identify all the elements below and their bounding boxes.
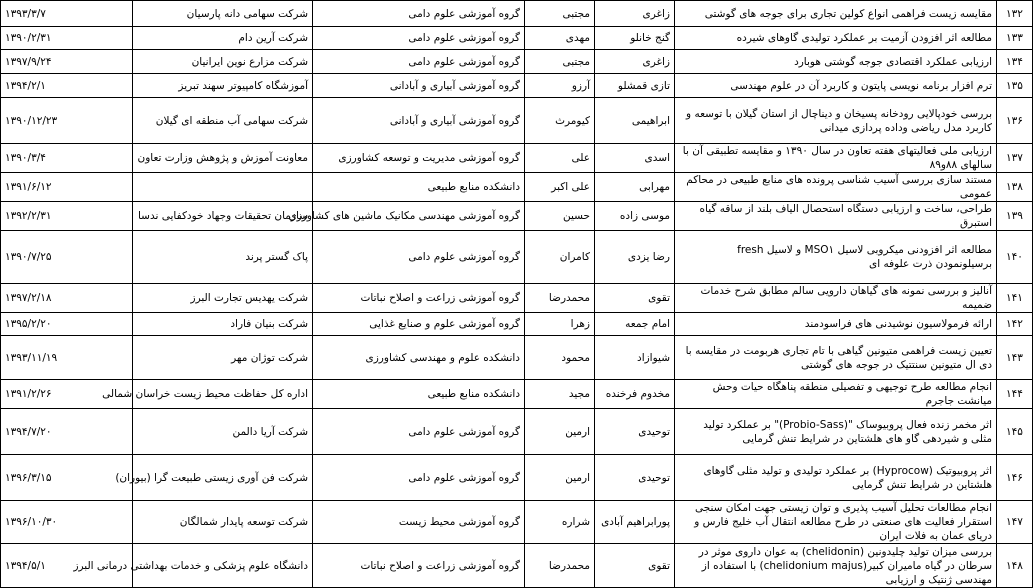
organization: شرکت آرین دام bbox=[133, 27, 313, 50]
table-row bbox=[1, 455, 1033, 501]
first-name: ارمین bbox=[525, 409, 595, 455]
organization: شرکت بنیان فاراد bbox=[133, 313, 313, 336]
table-row bbox=[1, 336, 1033, 380]
department: گروه آموزشی علوم دامی bbox=[313, 27, 525, 50]
last-name: تازی قمشلو bbox=[595, 74, 675, 98]
project-title: مطالعه اثر افزودن آزمیت بر عملکرد تولیدی گاوهای شیرده bbox=[675, 27, 997, 50]
row-number: ۱۴۷ bbox=[997, 501, 1033, 544]
last-name: پورابراهیم آبادی bbox=[595, 501, 675, 544]
department: گروه آموزشی زراعت و اصلاح نباتات bbox=[313, 284, 525, 313]
first-name: آرزو bbox=[525, 74, 595, 98]
table-row bbox=[1, 501, 1033, 544]
project-title: ترم افزار برنامه نویسی پایتون و کاربرد آن در علوم مهندسی bbox=[675, 74, 997, 98]
department: گروه آموزشی محیط زیست bbox=[313, 501, 525, 544]
last-name: شیوازاد bbox=[595, 336, 675, 380]
contract-date: ۱۳۹۴/۵/۱ bbox=[1, 544, 133, 588]
first-name: محمدرضا bbox=[525, 544, 595, 588]
table-row bbox=[1, 231, 1033, 284]
table-row bbox=[1, 50, 1033, 74]
organization bbox=[133, 173, 313, 202]
row-number: ۱۳۷ bbox=[997, 144, 1033, 173]
organization: دانشگاه علوم پزشکی و خدمات بهداشتی درمانی البرز bbox=[133, 544, 313, 588]
department: گروه آموزشی مهندسی مکانیک ماشین های کشاورزی bbox=[313, 202, 525, 231]
contract-date: ۱۳۹۶/۱۰/۳۰ bbox=[1, 501, 133, 544]
project-title: مقایسه زیست فراهمی انواع کولین تجاری برای جوجه های گوشتی bbox=[675, 1, 997, 27]
table-row bbox=[1, 544, 1033, 588]
contract-date: ۱۳۹۴/۲/۱ bbox=[1, 74, 133, 98]
organization: شرکت یهدیس تجارت البرز bbox=[133, 284, 313, 313]
table-row bbox=[1, 202, 1033, 231]
last-name: مخدوم فرخنده bbox=[595, 380, 675, 409]
contract-date: ۱۳۹۴/۷/۲۰ bbox=[1, 409, 133, 455]
organization: اداره کل حفاظت محیط زیست خراسان شمالی bbox=[133, 380, 313, 409]
row-number: ۱۴۱ bbox=[997, 284, 1033, 313]
contract-date: ۱۳۹۱/۶/۱۲ bbox=[1, 173, 133, 202]
table-row bbox=[1, 313, 1033, 336]
contract-date: ۱۳۹۰/۳/۴ bbox=[1, 144, 133, 173]
first-name: ارمین bbox=[525, 455, 595, 501]
last-name: رضا یزدی bbox=[595, 231, 675, 284]
contract-date: ۱۳۹۶/۳/۱۵ bbox=[1, 455, 133, 501]
project-title: طراحی، ساخت و ارزیابی دستگاه استحصال الیاف بلند از ساقه گیاه استبرق bbox=[675, 202, 997, 231]
row-number: ۱۴۲ bbox=[997, 313, 1033, 336]
department: گروه آموزشی علوم و صنایع غذایی bbox=[313, 313, 525, 336]
last-name: زاغری bbox=[595, 1, 675, 27]
project-title: بررسی خودپالایی رودخانه پسیخان و دیناچال از استان گیلان با توسعه و کاربرد مدل ریاضی وداده پردازی میدانی bbox=[675, 98, 997, 144]
first-name: مجتبی bbox=[525, 1, 595, 27]
project-title: ارزیابی ملی فعالیتهای هفته تعاون در سال ۱۳۹۰ و مقایسه تطبیقی آن با سالهای ۸۸و۸۹ bbox=[675, 144, 997, 173]
department: گروه آموزشی مدیریت و توسعه کشاورزی bbox=[313, 144, 525, 173]
contract-date: ۱۳۹۳/۳/۷ bbox=[1, 1, 133, 27]
table-row bbox=[1, 284, 1033, 313]
contract-date: ۱۳۹۷/۹/۲۴ bbox=[1, 50, 133, 74]
project-title: تعیین زیست فراهمی متیونین گیاهی با تام تجاری هربومت در مقایسه با دی ال متیونین سنتتیک در جوجه های گوشتی bbox=[675, 336, 997, 380]
project-title: اثر مخمر زنده فعال پروبیوساک "(Probio-Sass)" بر عملکرد تولید مثلی و شیردهی گاو های هلشتاین در شرایط تنش گرمایی bbox=[675, 409, 997, 455]
organization: شرکت آریا دالمن bbox=[133, 409, 313, 455]
row-number: ۱۳۸ bbox=[997, 173, 1033, 202]
row-number: ۱۳۶ bbox=[997, 98, 1033, 144]
table-row bbox=[1, 27, 1033, 50]
row-number: ۱۳۲ bbox=[997, 1, 1033, 27]
project-title: ارائه فرمولاسیون نوشیدنی های فراسودمند bbox=[675, 313, 997, 336]
first-name: علی bbox=[525, 144, 595, 173]
department: گروه آموزشی علوم دامی bbox=[313, 409, 525, 455]
organization: پاک گستر پرند bbox=[133, 231, 313, 284]
first-name: علی اکبر bbox=[525, 173, 595, 202]
last-name: ابراهیمی bbox=[595, 98, 675, 144]
row-number: ۱۳۹ bbox=[997, 202, 1033, 231]
table-row bbox=[1, 1, 1033, 27]
last-name: توحیدی bbox=[595, 409, 675, 455]
table-row bbox=[1, 98, 1033, 144]
organization: آموزشگاه کامپیوتر سهند تبریز bbox=[133, 74, 313, 98]
row-number: ۱۳۳ bbox=[997, 27, 1033, 50]
project-title: آنالیز و بررسی نمونه های گیاهان دارویی سالم مطابق شرح خدمات ضمیمه bbox=[675, 284, 997, 313]
row-number: ۱۳۴ bbox=[997, 50, 1033, 74]
first-name: محمدرضا bbox=[525, 284, 595, 313]
first-name: مهدی bbox=[525, 27, 595, 50]
department: گروه آموزشی علوم دامی bbox=[313, 1, 525, 27]
organization: معاونت آموزش و پژوهش وزارت تعاون bbox=[133, 144, 313, 173]
table-row bbox=[1, 409, 1033, 455]
organization: سازمان تحقیقات وجهاد خودکفایی ندسا bbox=[133, 202, 313, 231]
contract-date: ۱۳۹۵/۲/۲۰ bbox=[1, 313, 133, 336]
row-number: ۱۴۶ bbox=[997, 455, 1033, 501]
last-name: تقوی bbox=[595, 284, 675, 313]
first-name: مجتبی bbox=[525, 50, 595, 74]
table-row bbox=[1, 380, 1033, 409]
contract-date: ۱۳۹۲/۲/۳۱ bbox=[1, 202, 133, 231]
last-name: تقوی bbox=[595, 544, 675, 588]
row-number: ۱۴۴ bbox=[997, 380, 1033, 409]
first-name: زهرا bbox=[525, 313, 595, 336]
department: دانشکده علوم و مهندسی کشاورزی bbox=[313, 336, 525, 380]
last-name: اسدی bbox=[595, 144, 675, 173]
contract-date: ۱۳۹۳/۱۱/۱۹ bbox=[1, 336, 133, 380]
contract-date: ۱۳۹۰/۱۲/۲۳ bbox=[1, 98, 133, 144]
contract-date: ۱۳۹۷/۲/۱۸ bbox=[1, 284, 133, 313]
first-name: کیومرث bbox=[525, 98, 595, 144]
project-title: ارزیابی عملکرد اقتصادی جوجه گوشتی هوبارد bbox=[675, 50, 997, 74]
first-name: مجید bbox=[525, 380, 595, 409]
organization: شرکت سهامی دانه پارسیان bbox=[133, 1, 313, 27]
first-name: کامران bbox=[525, 231, 595, 284]
contract-date: ۱۳۹۰/۷/۲۵ bbox=[1, 231, 133, 284]
organization: شرکت توژان مهر bbox=[133, 336, 313, 380]
table-row bbox=[1, 144, 1033, 173]
last-name: زاغری bbox=[595, 50, 675, 74]
organization: شرکت توسعه پایدار شمالگان bbox=[133, 501, 313, 544]
project-title: مطالعه اثر افزودنی میکروبی لاسیل MSO۱ و لاسیل fresh برسیلونمودن ذرت علوفه ای bbox=[675, 231, 997, 284]
last-name: موسی زاده bbox=[595, 202, 675, 231]
last-name: مهرابی bbox=[595, 173, 675, 202]
row-number: ۱۴۳ bbox=[997, 336, 1033, 380]
row-number: ۱۴۰ bbox=[997, 231, 1033, 284]
department: گروه آموزشی علوم دامی bbox=[313, 455, 525, 501]
first-name: شراره bbox=[525, 501, 595, 544]
row-number: ۱۴۵ bbox=[997, 409, 1033, 455]
last-name: گنج خانلو bbox=[595, 27, 675, 50]
department: گروه آموزشی زراعت و اصلاح نباتات bbox=[313, 544, 525, 588]
project-title: مستند سازی بررسی آسیب شناسی پرونده های منابع طبیعی در محاکم عمومی bbox=[675, 173, 997, 202]
project-title: انجام مطالعات تحلیل آسیب پذیری و توان زیستی جهت امکان سنجی استقرار فعالیت های صنعتی در طرح مطالعه انتقال آب خلیج فارس و دریای عمان به فلات ایران bbox=[675, 501, 997, 544]
department: گروه آموزشی علوم دامی bbox=[313, 231, 525, 284]
first-name: محمود bbox=[525, 336, 595, 380]
last-name: توحیدی bbox=[595, 455, 675, 501]
project-title: انجام مطالعه طرح توجیهی و تفصیلی منطقه پناهگاه حیات وحش میانشت جاجرم bbox=[675, 380, 997, 409]
contract-date: ۱۳۹۱/۲/۲۶ bbox=[1, 380, 133, 409]
table-row bbox=[1, 74, 1033, 98]
table-body bbox=[1, 1, 1033, 588]
department: گروه آموزشی آبیاری و آبادانی bbox=[313, 98, 525, 144]
project-title: بررسی میزان تولید چلیدونین (chelidonin) به عوان داروی موثر در سرطان در گیاه مامیران کبیر(chelidonium majus) با استفاده از مهندسی ژنتیک و ارزیابی bbox=[675, 544, 997, 588]
department: گروه آموزشی آبیاری و آبادانی bbox=[313, 74, 525, 98]
row-number: ۱۳۵ bbox=[997, 74, 1033, 98]
organization: شرکت سهامی آب منطقه ای گیلان bbox=[133, 98, 313, 144]
last-name: امام جمعه bbox=[595, 313, 675, 336]
department: گروه آموزشی علوم دامی bbox=[313, 50, 525, 74]
first-name: حسین bbox=[525, 202, 595, 231]
project-title: اثر پروبیوتیک (Hyprocow) بر عملکرد تولیدی و تولید مثلی گاوهای هلشتاین در شرایط تنش گرمایی bbox=[675, 455, 997, 501]
row-number: ۱۴۸ bbox=[997, 544, 1033, 588]
department: دانشکده منابع طبیعی bbox=[313, 173, 525, 202]
department: دانشکده منابع طبیعی bbox=[313, 380, 525, 409]
table-row bbox=[1, 173, 1033, 202]
organization: شرکت مزارع نوین ایرانیان bbox=[133, 50, 313, 74]
organization: شرکت فن آوری زیستی طبیعت گرا (بیوران) bbox=[133, 455, 313, 501]
contract-date: ۱۳۹۰/۲/۳۱ bbox=[1, 27, 133, 50]
